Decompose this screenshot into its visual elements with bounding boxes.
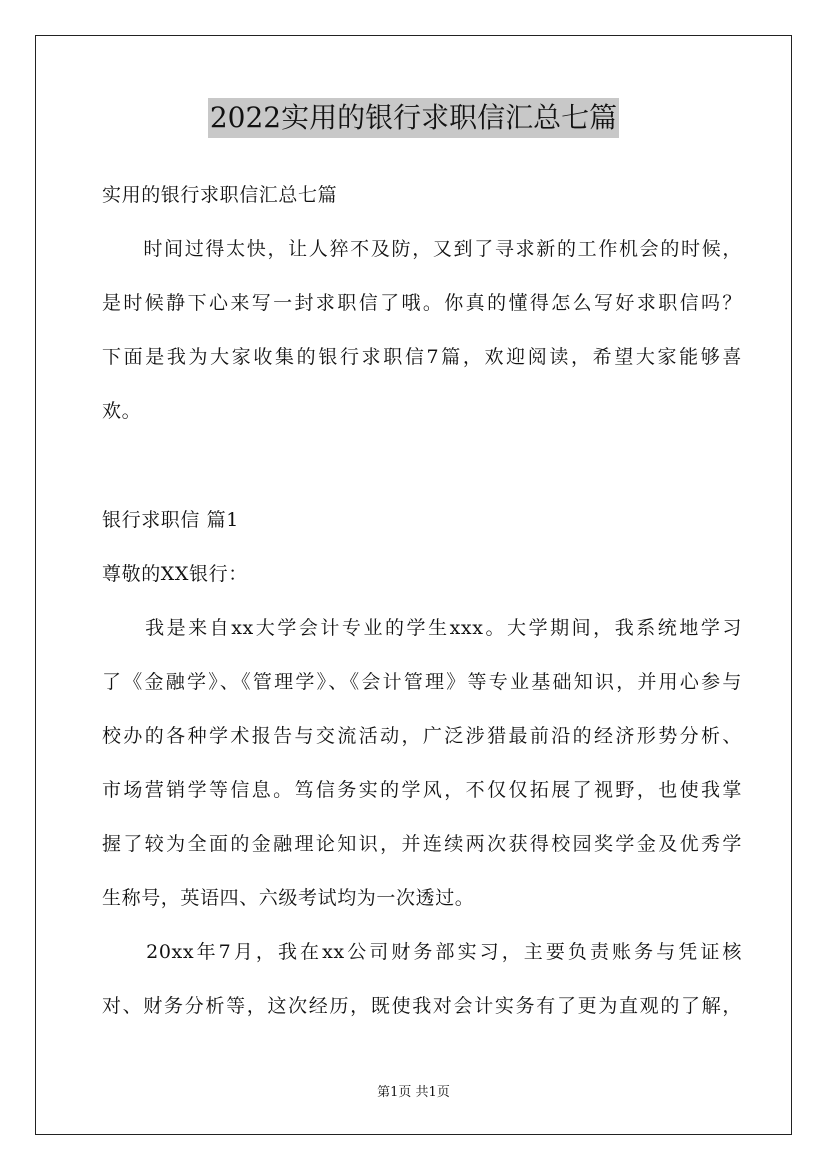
paragraph-line: 20xx年7月，我在xx公司财务部实习，主要负责账务与凭证核 [102,941,742,963]
paragraph-line: 下面是我为大家收集的银行求职信7篇，欢迎阅读，希望大家能够喜 [102,346,742,368]
title-container [0,98,827,138]
paragraph-line: 生称号，英语四、六级考试均为一次透过。 [102,887,475,909]
paragraph-line: 对、财务分析等，这次经历，既使我对会计实务有了更为直观的了解， [102,995,742,1017]
paragraph-line: 是时候静下心来写一封求职信了哦。你真的懂得怎么写好求职信吗？ [102,292,742,314]
salutation: 尊敬的XX银行： [102,563,248,585]
paragraph-line: 校办的各种学术报告与交流活动，广泛涉猎最前沿的经济形势分析、 [102,725,742,747]
section-heading: 银行求职信 篇1 [102,509,239,531]
paragraph-line: 握了较为全面的金融理论知识，并连续两次获得校园奖学金及优秀学 [102,833,742,855]
paragraph-line: 了《金融学》、《管理学》、《会计管理》等专业基础知识，并用心参与 [102,671,742,693]
paragraph-line: 时间过得太快，让人猝不及防，又到了寻求新的工作机会的时候， [102,238,742,260]
page-number-footer: 第1页 共1页 [377,1085,450,1100]
document-title: 2022实用的银行求职信汇总七篇 [208,98,619,138]
paragraph-line: 市场营销学等信息。笃信务实的学风，不仅仅拓展了视野，也使我掌 [102,779,742,801]
subtitle-line: 实用的银行求职信汇总七篇 [102,184,338,206]
paragraph-line: 我是来自xx大学会计专业的学生xxx。大学期间，我系统地学习 [102,617,742,639]
paragraph-line: 欢。 [102,400,142,422]
